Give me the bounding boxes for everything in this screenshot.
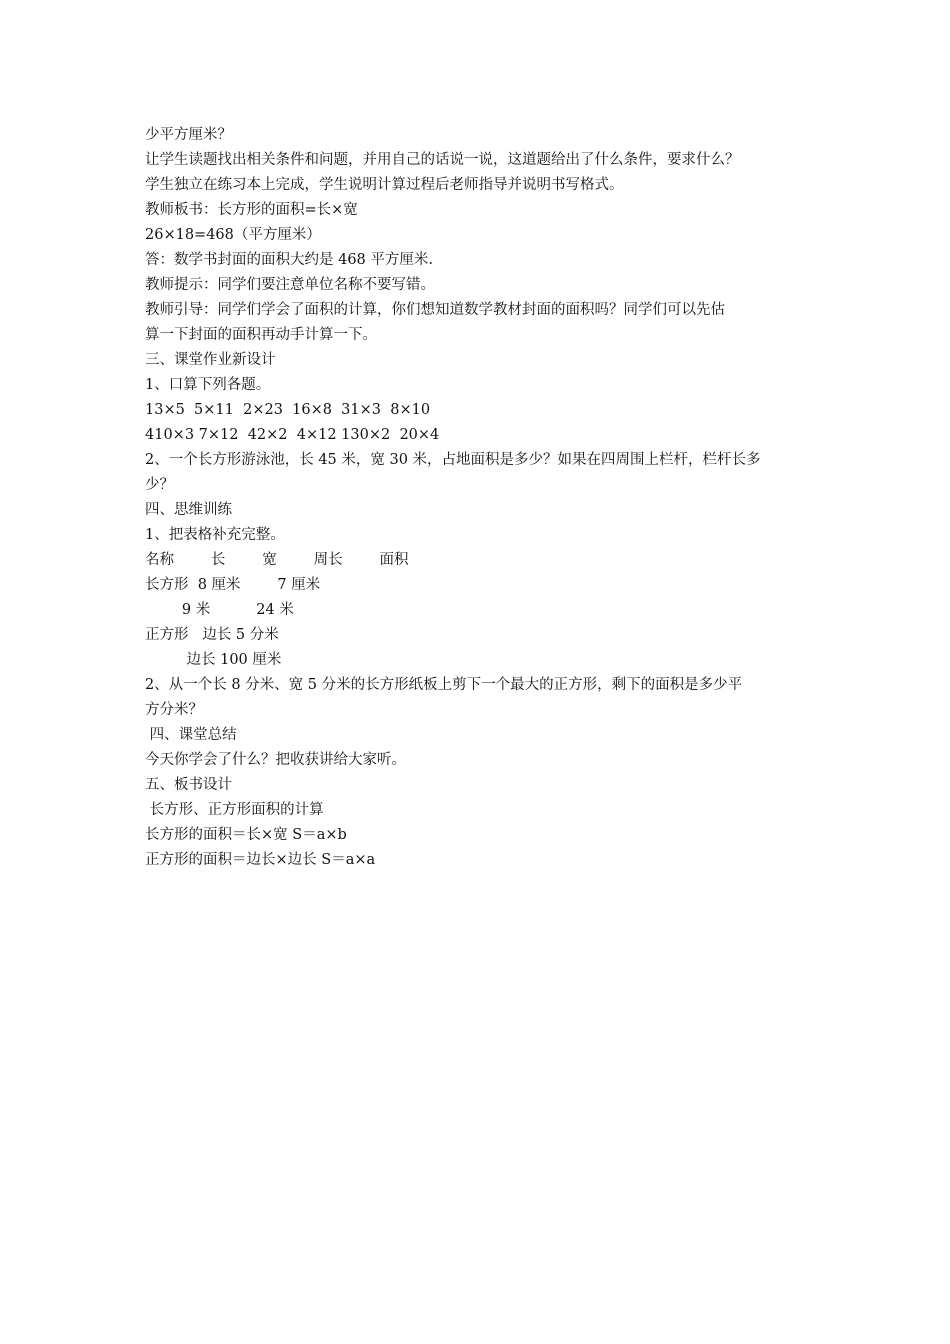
section-heading: 四、思维训练: [145, 502, 232, 518]
text-line: 1、把表格补充完整。: [145, 527, 285, 543]
table-row: 正方形 边长 5 分米: [145, 627, 279, 643]
text-line: 教师板书：长方形的面积=长×宽: [145, 202, 358, 218]
text-line: 教师引导：同学们学会了面积的计算，你们想知道数学教材封面的面积吗？同学们可以先估: [145, 302, 725, 318]
text-line: 26×18=468（平方厘米）: [145, 227, 321, 243]
formula-line: 长方形的面积＝长×宽 S＝a×b: [145, 827, 347, 843]
table-header-row: 名称 长 宽 周长 面积: [145, 552, 409, 568]
text-line: 长方形、正方形面积的计算: [145, 802, 324, 818]
table-row: 边长 100 厘米: [145, 652, 282, 668]
document-body: [145, 123, 815, 873]
text-line: 1、口算下列各题。: [145, 377, 271, 393]
text-line: 今天你学会了什么？把收获讲给大家听。: [145, 752, 406, 768]
text-line: 算一下封面的面积再动手计算一下。: [145, 327, 377, 343]
section-heading: 五、板书设计: [145, 777, 232, 793]
text-line: 少？: [145, 477, 174, 493]
text-line: 2、从一个长 8 分米、宽 5 分米的长方形纸板上剪下一个最大的正方形，剩下的面积是多少平: [145, 677, 743, 693]
section-heading: 三、课堂作业新设计: [145, 352, 276, 368]
text-line: 学生独立在练习本上完成，学生说明计算过程后老师指导并说明书写格式。: [145, 177, 624, 193]
text-line: 2、一个长方形游泳池，长 45 米，宽 30 米，占地面积是多少？如果在四周围上栏杆，栏杆长多: [145, 452, 761, 468]
table-row: 9 米 24 米: [145, 602, 294, 618]
text-line: 410×3 7×12 42×2 4×12 130×2 20×4: [145, 427, 440, 443]
text-line: 答：数学书封面的面积大约是 468 平方厘米.: [145, 252, 434, 268]
text-line: 教师提示：同学们要注意单位名称不要写错。: [145, 277, 435, 293]
table-row: 长方形 8 厘米 7 厘米: [145, 577, 321, 593]
formula-line: 正方形的面积＝边长×边长 S＝a×a: [145, 852, 376, 868]
text-line: 13×5 5×11 2×23 16×8 31×3 8×10: [145, 402, 431, 418]
text-line: 让学生读题找出相关条件和问题，并用自己的话说一说，这道题给出了什么条件，要求什么？: [145, 152, 740, 168]
text-line: 少平方厘米？: [145, 127, 232, 143]
section-heading: 四、课堂总结: [145, 727, 237, 743]
text-line: 方分米？: [145, 702, 203, 718]
